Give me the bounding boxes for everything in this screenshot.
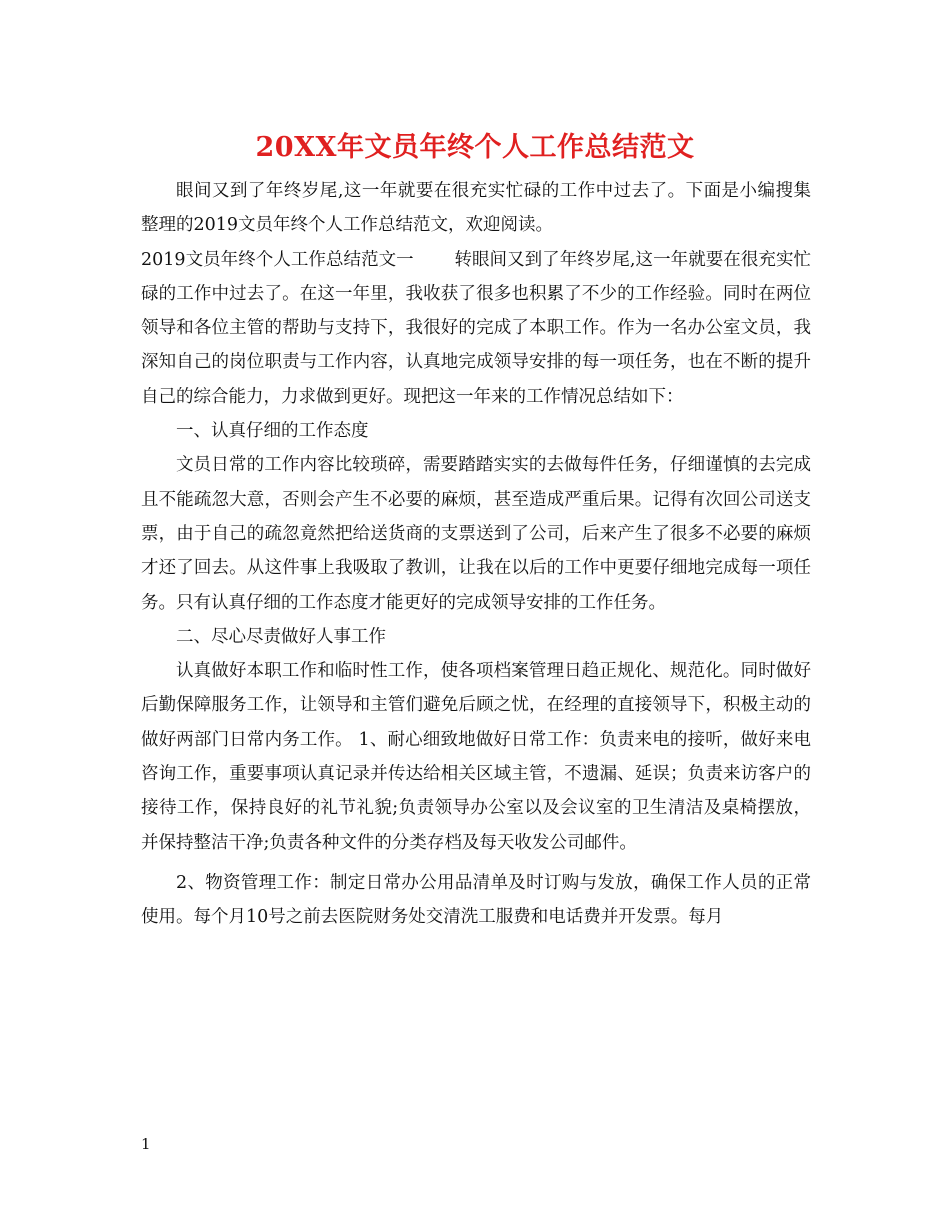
careful-attitude-paragraph: 文员日常的工作内容比较琐碎，需要踏踏实实的去做每件任务，仔细谨慎的去完成且不能疏忽大意，否则会产生不必要的麻烦，甚至造成严重后果。记得有次回公司送支票，由于自己的疏忽竟然把给送货商的支票送到了公司，后来产生了很多不必要的麻烦才还了回去。从这件事上我吸取了教训，让我在以后的工作中更要仔细地完成每一项任务。只有认真仔细的工作态度才能更好的完成领导安排的工作任务。 (141, 455, 811, 613)
document-title: 20XX年文员年终个人工作总结范文 (255, 132, 695, 163)
heading-careful-attitude: 一、认真仔细的工作态度 (176, 421, 369, 442)
heading-hr-work: 二、尽心尽责做好人事工作 (176, 626, 386, 647)
page-number: 1 (141, 1135, 151, 1153)
document-body (141, 174, 811, 935)
hr-work-paragraph: 认真做好本职工作和临时性工作，使各项档案管理日趋正规化、规范化。同时做好后勤保障服务工作，让领导和主管们避免后顾之忧，在经理的直接领导下，积极主动的做好两部门日常内务工作。 1、耐心细致地做好日常工作：负责来电的接听，做好来电咨询工作，重要事项认真记录并传达给相关区域主管，不遗漏、延误；负责来访客户的接待工作，保持良好的礼节礼貌;负责领导办公室以及会议室的卫生清洁及桌椅摆放，并保持整洁干净;负责各种文件的分类存档及每天收发公司邮件。 (141, 661, 811, 853)
intro-paragraph: 眼间又到了年终岁尾,这一年就要在很充实忙碌的工作中过去了。下面是小编搜集整理的2019文员年终个人工作总结范文，欢迎阅读。 (141, 181, 811, 236)
supplies-management-paragraph: 2、物资管理工作：制定日常办公用品清单及时订购与发放，确保工作人员的正常使用。每个月10号之前去医院财务处交清洗工服费和电话费并开发票。每月 (141, 872, 811, 928)
section-paragraph-one: 2019文员年终个人工作总结范文一 转眼间又到了年终岁尾,这一年就要在很充实忙碌的工作中过去了。在这一年里，我收获了很多也积累了不少的工作经验。同时在两位领导和各位主管的帮助与支持下，我很好的完成了本职工作。作为一名办公室文员，我深知自己的岗位职责与工作内容，认真地完成领导安排的每一项任务，也在不断的提升自己的综合能力，力求做到更好。现把这一年来的工作情况总结如下： (141, 249, 811, 407)
